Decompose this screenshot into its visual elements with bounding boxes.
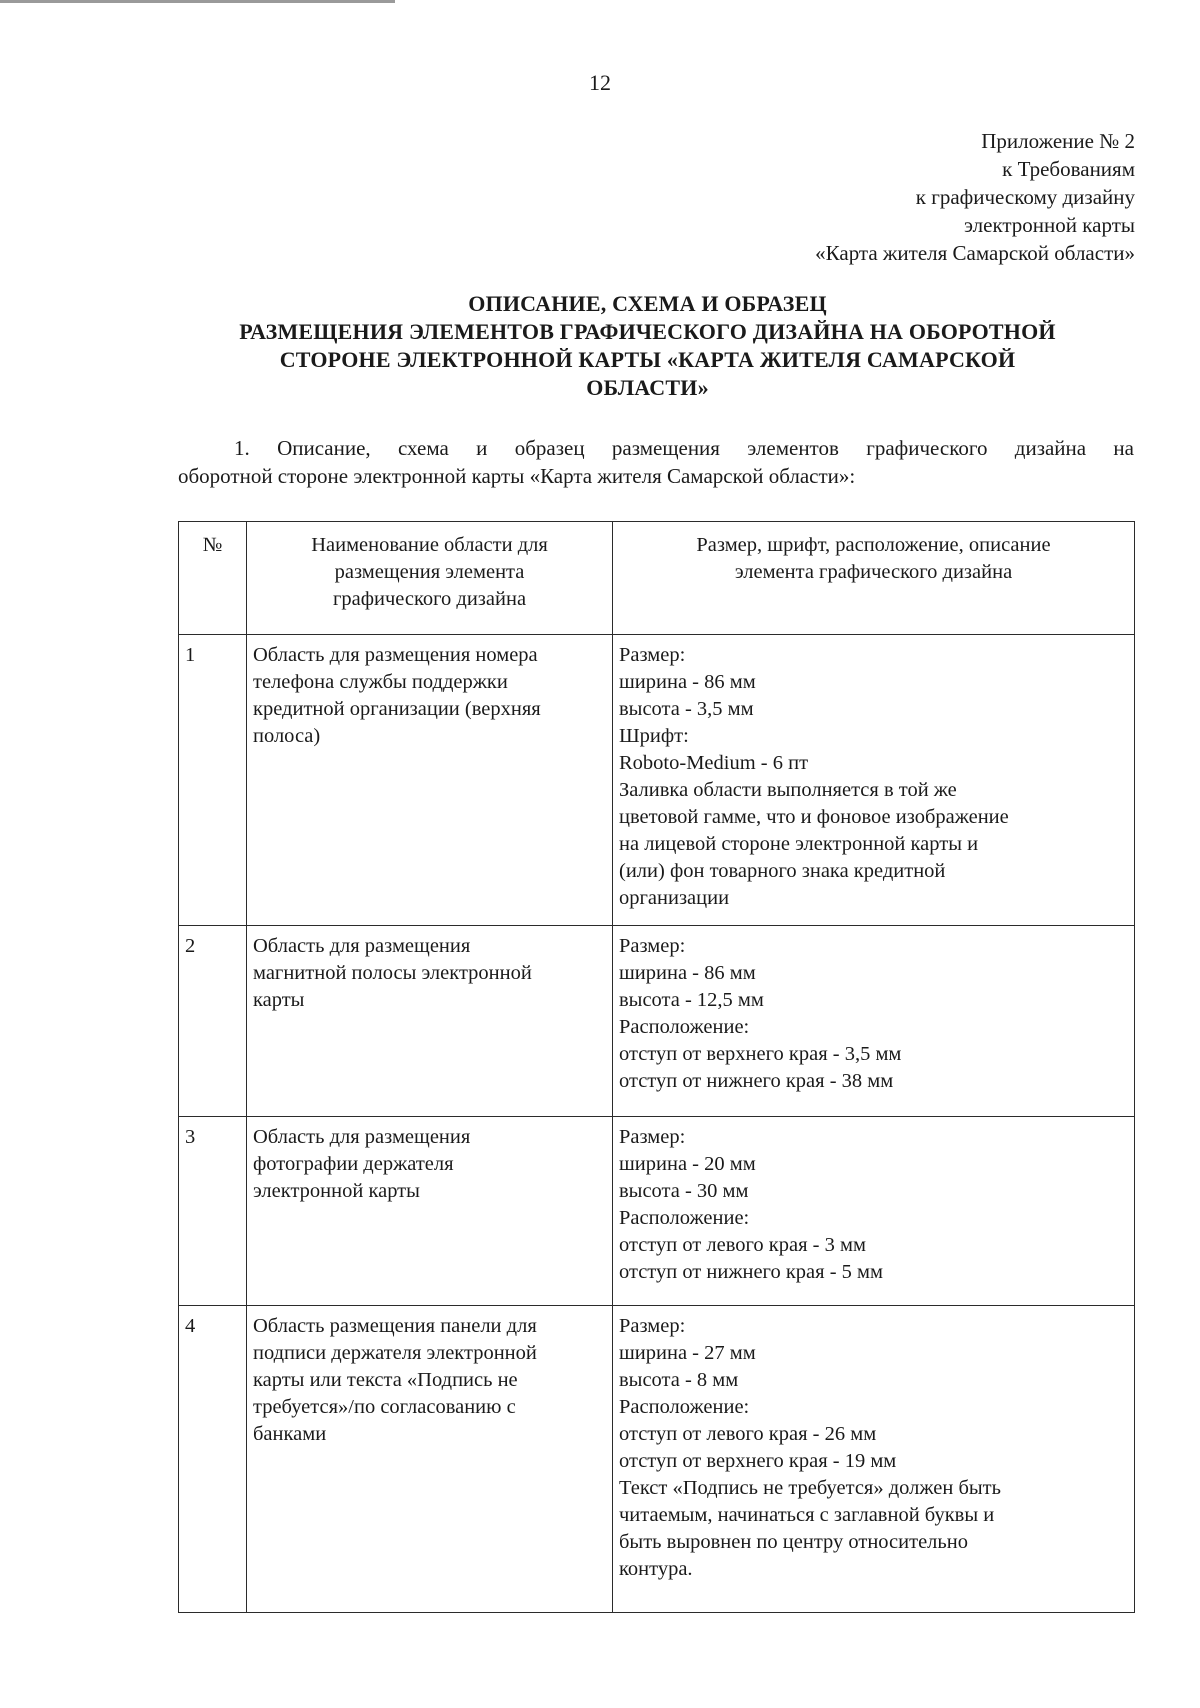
row-description: Размер: ширина - 86 мм высота - 3,5 мм Шрифт: Roboto-Medium - 6 пт Заливка области выполняется в той же цветовой гамме, что и фоновое изображение на лицевой стороне электронной карты и (или) фон товарного знака кредитной организации bbox=[613, 635, 1135, 926]
document-title bbox=[160, 290, 1135, 402]
row-number: 3 bbox=[179, 1117, 247, 1306]
intro-line: 1. Описание, схема и образец размещения элементов графического дизайна на bbox=[234, 436, 1134, 460]
row-area-name: Область размещения панели для подписи держателя электронной карты или текста «Подпись не требуется»/по согласованию с банками bbox=[247, 1306, 613, 1613]
row-number: 2 bbox=[179, 926, 247, 1117]
row-number: 4 bbox=[179, 1306, 247, 1613]
table-row bbox=[179, 635, 1135, 926]
appendix-line: «Карта жителя Самарской области» bbox=[815, 241, 1135, 265]
row-description: Размер: ширина - 27 мм высота - 8 мм Расположение: отступ от левого края - 26 мм отступ от верхнего края - 19 мм Текст «Подпись не требуется» должен быть читаемым, начинаться с заглавной буквы и быть выровнен по центру относительно контура. bbox=[613, 1306, 1135, 1613]
appendix-line: Приложение № 2 bbox=[981, 129, 1135, 153]
title-line: СТОРОНЕ ЭЛЕКТРОННОЙ КАРТЫ «КАРТА ЖИТЕЛЯ САМАРСКОЙ bbox=[279, 347, 1016, 372]
title-line: ОПИСАНИЕ, СХЕМА И ОБРАЗЕЦ bbox=[468, 291, 827, 316]
page-number: 12 bbox=[589, 70, 611, 95]
appendix-line: электронной карты bbox=[964, 213, 1135, 237]
appendix-line: к графическому дизайну bbox=[915, 185, 1135, 209]
table-row bbox=[179, 1117, 1135, 1306]
appendix-line: к Требованиям bbox=[1002, 157, 1135, 181]
header-num: № bbox=[179, 522, 247, 635]
row-area-name: Область для размещения магнитной полосы электронной карты bbox=[247, 926, 613, 1117]
table-row bbox=[179, 926, 1135, 1117]
requirements-table bbox=[178, 521, 1135, 1613]
row-description: Размер: ширина - 86 мм высота - 12,5 мм Расположение: отступ от верхнего края - 3,5 мм отступ от нижнего края - 38 мм bbox=[613, 926, 1135, 1117]
scan-edge-mark bbox=[0, 0, 395, 3]
header-description: Размер, шрифт, расположение, описание элемента графического дизайна bbox=[613, 522, 1135, 635]
header-area-name: Наименование области для размещения элемента графического дизайна bbox=[247, 522, 613, 635]
title-line: ОБЛАСТИ» bbox=[586, 375, 709, 400]
intro-paragraph bbox=[178, 434, 1134, 490]
table-row bbox=[179, 1306, 1135, 1613]
appendix-header bbox=[815, 127, 1135, 267]
title-line: РАЗМЕЩЕНИЯ ЭЛЕМЕНТОВ ГРАФИЧЕСКОГО ДИЗАЙНА НА ОБОРОТНОЙ bbox=[239, 319, 1056, 344]
intro-line: оборотной стороне электронной карты «Карта жителя Самарской области»: bbox=[178, 464, 856, 488]
table-header-row bbox=[179, 522, 1135, 635]
row-area-name: Область для размещения номера телефона службы поддержки кредитной организации (верхняя полоса) bbox=[247, 635, 613, 926]
row-number: 1 bbox=[179, 635, 247, 926]
row-description: Размер: ширина - 20 мм высота - 30 мм Расположение: отступ от левого края - 3 мм отступ от нижнего края - 5 мм bbox=[613, 1117, 1135, 1306]
row-area-name: Область для размещения фотографии держателя электронной карты bbox=[247, 1117, 613, 1306]
